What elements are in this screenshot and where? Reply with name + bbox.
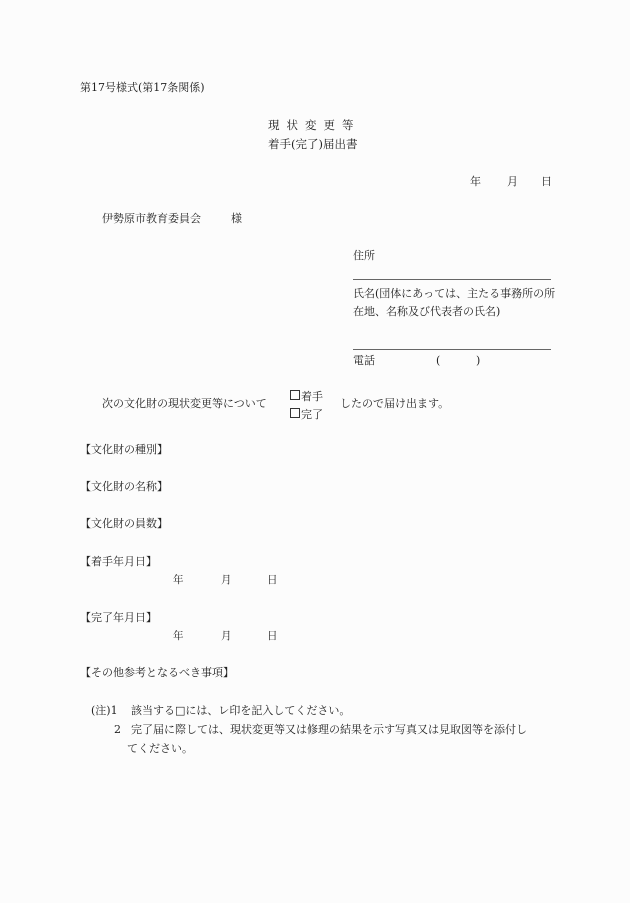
checkbox-square-icon[interactable]: [290, 390, 300, 400]
end-date-month-field[interactable]: 月: [221, 630, 232, 642]
document-title-line2: 着手(完了)届出書: [268, 137, 358, 151]
note-2-number: 2: [114, 723, 121, 736]
note-2-line1: 完了届に際しては、現状変更等又は修理の結果を示す写真又は見取図等を添付し: [131, 723, 527, 736]
section-heading-count: 【文化財の員数】: [80, 517, 168, 530]
note-1: 該当する□には、レ印を記入してください。: [131, 704, 351, 717]
section-heading-other: 【その他参考となるべき事項】: [80, 666, 234, 679]
address-input-line[interactable]: [353, 279, 551, 280]
checkbox-complete-label: 完了: [301, 408, 323, 421]
applicant-name-label: 氏名(団体にあっては、主たる事務所の所在地、名称及び代表者の氏名): [353, 287, 556, 318]
start-date-month-field[interactable]: 月: [221, 574, 232, 586]
checkbox-start-label: 着手: [301, 390, 323, 403]
addressee-name: 伊勢原市教育委員会: [102, 212, 201, 225]
name-input-line[interactable]: [353, 349, 551, 350]
form-number: 第17号様式(第17条関係): [80, 81, 205, 94]
phone-area-code-open[interactable]: (: [436, 354, 441, 367]
end-date-day-field[interactable]: 日: [267, 630, 278, 642]
date-day-field[interactable]: 日: [541, 175, 552, 188]
phone-label: 電話: [353, 354, 375, 367]
date-month-field[interactable]: 月: [507, 175, 518, 188]
checkbox-complete[interactable]: [290, 406, 323, 424]
checkbox-square-icon[interactable]: [290, 408, 300, 418]
end-date-year-field[interactable]: 年: [173, 630, 184, 642]
start-date-day-field[interactable]: 日: [267, 574, 278, 586]
address-label: 住所: [353, 249, 375, 262]
date-year-field[interactable]: 年: [470, 175, 481, 188]
report-sentence-lead: 次の文化財の現状変更等について: [102, 397, 267, 410]
note-2-line2: てください。: [127, 742, 193, 755]
section-heading-end-date: 【完了年月日】: [80, 611, 157, 624]
addressee-honorific: 様: [231, 212, 242, 225]
status-checkbox-group: [290, 388, 323, 424]
report-sentence-tail: したので届け出ます。: [340, 397, 450, 410]
notes-prefix: (注)1: [91, 704, 118, 717]
start-date-year-field[interactable]: 年: [173, 574, 184, 586]
section-heading-kind: 【文化財の種別】: [80, 443, 168, 456]
phone-area-code-close[interactable]: ): [476, 354, 481, 367]
section-heading-start-date: 【着手年月日】: [80, 555, 157, 568]
section-heading-name: 【文化財の名称】: [80, 480, 168, 493]
document-title-line1: 現状変更等: [268, 118, 361, 132]
checkbox-start[interactable]: [290, 388, 323, 406]
